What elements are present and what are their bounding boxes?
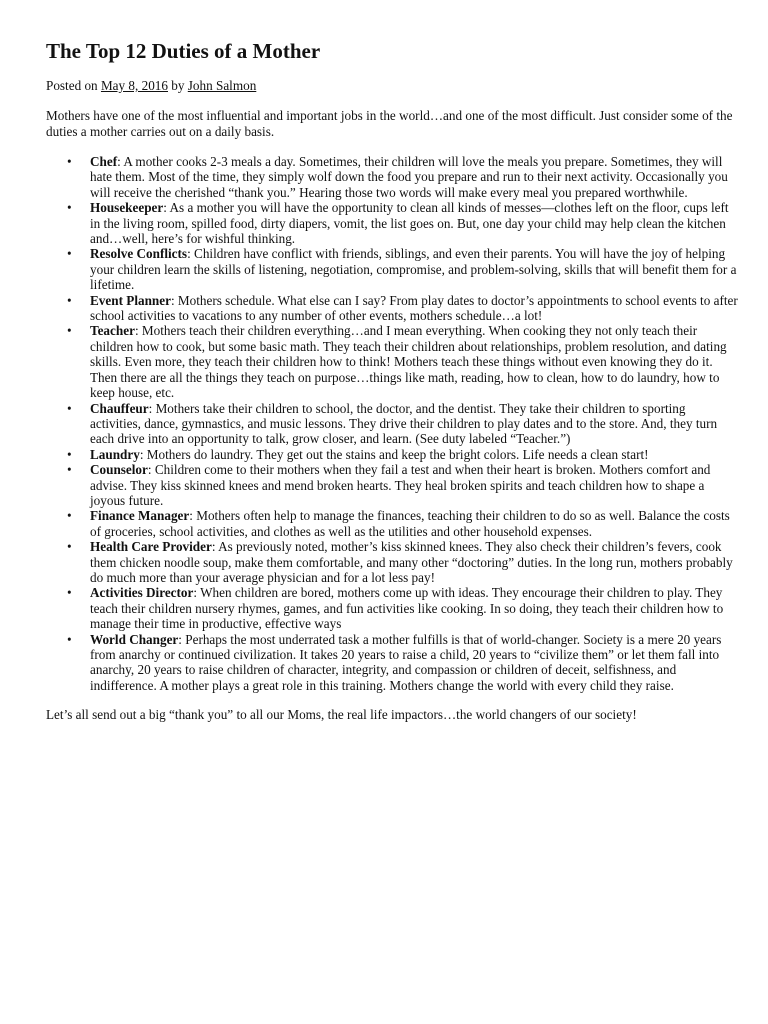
bullet-icon: • xyxy=(67,508,72,524)
duty-term: World Changer xyxy=(90,631,179,647)
posted-on-label: Posted on xyxy=(46,78,98,93)
duty-term: Finance Manager xyxy=(90,508,190,524)
bullet-icon: • xyxy=(67,246,72,262)
bullet-icon: • xyxy=(67,446,72,462)
duty-text: : Mothers teach their children everything…and I mean everything. When cooking they not only teach their children how to cook, but some basic math. They teach their children about relationships, problem resolution, and dating skills. Even more, they teach their children how to think! Mothers teach these things without even knowing they do it. Then there are all the things they teach on purpose…things like math, reading, how to clean, how to do laundry, how to keep house, etc. xyxy=(90,323,727,401)
duty-text: : Mothers often help to manage the finances, teaching their children to do so as well. Balance the costs of groceries, school activities, and clothes as well as the utilities and other household expenses. xyxy=(90,508,730,539)
by-label: by xyxy=(171,78,185,93)
duty-item-resolve-conflicts xyxy=(67,246,738,293)
duty-text: : Mothers schedule. What else can I say? From play dates to doctor’s appointments to school events to after school activities to vacations to any number of other events, mothers schedule…a lot! xyxy=(90,292,738,324)
duty-item-housekeeper xyxy=(67,200,738,247)
duty-term: Event Planner xyxy=(90,292,171,308)
bullet-icon: • xyxy=(67,539,72,555)
duty-term: Chauffeur xyxy=(90,400,149,416)
bullet-icon: • xyxy=(67,154,72,169)
duty-item-teacher xyxy=(67,323,738,401)
bullet-icon: • xyxy=(67,585,72,601)
duty-item-event-planner xyxy=(67,292,738,324)
duty-item-counselor xyxy=(67,462,738,508)
intro-paragraph: Mothers have one of the most influential and important jobs in the world…and one of the most difficult. Just consider some of the duties a mother carries out on a daily basis. xyxy=(46,108,733,139)
bullet-icon: • xyxy=(67,323,72,339)
duty-text: : Children come to their mothers when they fail a test and when their heart is broken. Mothers comfort and advise. They kiss skinned knees and mend broken hearts. They heal broken spirits and teach children how to shape a joyous future. xyxy=(90,462,711,508)
duties-list xyxy=(46,154,738,693)
bullet-icon: • xyxy=(67,462,72,478)
duty-item-activities-director xyxy=(67,585,738,632)
duty-item-laundry xyxy=(67,446,738,462)
duty-text: : A mother cooks 2-3 meals a day. Sometimes, their children will love the meals you prepare. Sometimes, they will hate them. Most of the time, they simply wolf down the food you prepare and run to their next activity. Occasionally you will receive the cherished “thank you.” Hearing those two words will make every meal you prepared worthwhile. xyxy=(90,154,728,200)
duty-item-world-changer xyxy=(67,631,738,694)
author-link[interactable]: John Salmon xyxy=(187,78,257,93)
duty-text: : When children are bored, mothers come up with ideas. They encourage their children to play. They teach their children nursery rhymes, games, and fun activities like cooking. In so doing, they teach their children how to manage their time in productive, effective ways xyxy=(90,585,724,632)
duty-item-chauffeur xyxy=(67,400,738,447)
closing-paragraph: Let’s all send out a big “thank you” to all our Moms, the real life impactors…the world changers of our society! xyxy=(46,707,637,723)
duty-term: Health Care Provider xyxy=(90,539,212,555)
duty-item-chef xyxy=(67,154,738,200)
post-date-link[interactable]: May 8, 2016 xyxy=(100,78,168,93)
duty-term: Teacher xyxy=(90,323,135,339)
byline xyxy=(46,77,738,94)
bullet-icon: • xyxy=(67,631,72,647)
duty-text: : As a mother you will have the opportunity to clean all kinds of messes—clothes left on the floor, cups left in the living room, spilled food, dirty diapers, vomit, the list goes on. But, one day your child may help clean the kitchen and…well, here’s for wishful thinking. xyxy=(90,200,729,247)
bullet-icon: • xyxy=(67,400,72,416)
bullet-icon: • xyxy=(67,200,72,216)
duty-text: : Perhaps the most underrated task a mother fulfills is that of world-changer. Society is a mere 20 years from anarchy or continued civilization. It takes 20 years to raise a child, 20 years to “civilize them” or let them fall into anarchy, 20 years to raise children of character, integrity, and compassion or children of deceit, selfishness, and indifference. A mother plays a great role in this training. Mothers change the world with every child they raise. xyxy=(90,631,722,693)
bullet-icon: • xyxy=(67,292,72,308)
duty-text: : Mothers do laundry. They get out the stains and keep the bright colors. Life needs a clean start! xyxy=(139,446,649,462)
duty-text: : As previously noted, mother’s kiss skinned knees. They also check their children’s fevers, cook them chicken noodle soup, make them comfortable, and many other “doctoring” duties. In the long run, mothers probably do much more than your average physician and for a lot less pay! xyxy=(90,539,733,585)
duty-term: Counselor xyxy=(90,462,148,478)
duty-item-finance-manager xyxy=(67,508,738,539)
duty-term: Laundry xyxy=(90,446,140,462)
article-title: The Top 12 Duties of a Mother xyxy=(46,39,321,63)
duty-term: Activities Director xyxy=(90,585,194,601)
duty-term: Housekeeper xyxy=(90,200,164,216)
duty-text: : Children have conflict with friends, siblings, and even their parents. You will have the joy of helping your children learn the skills of listening, negotiation, compromise, and problem-solving, skills that will benefit them for a lifetime. xyxy=(90,246,737,293)
duty-text: : Mothers take their children to school, the doctor, and the dentist. They take their children to sporting activities, dance, gymnastics, and music lessons. They drive their children to play dates and to the store. And, they turn each drive into an opportunity to talk, grow closer, and learn. (See duty labeled “Teacher.”) xyxy=(90,400,718,447)
duty-item-health-care-provider xyxy=(67,539,738,585)
duty-term: Chef xyxy=(90,154,118,169)
duty-term: Resolve Conflicts xyxy=(90,246,188,262)
